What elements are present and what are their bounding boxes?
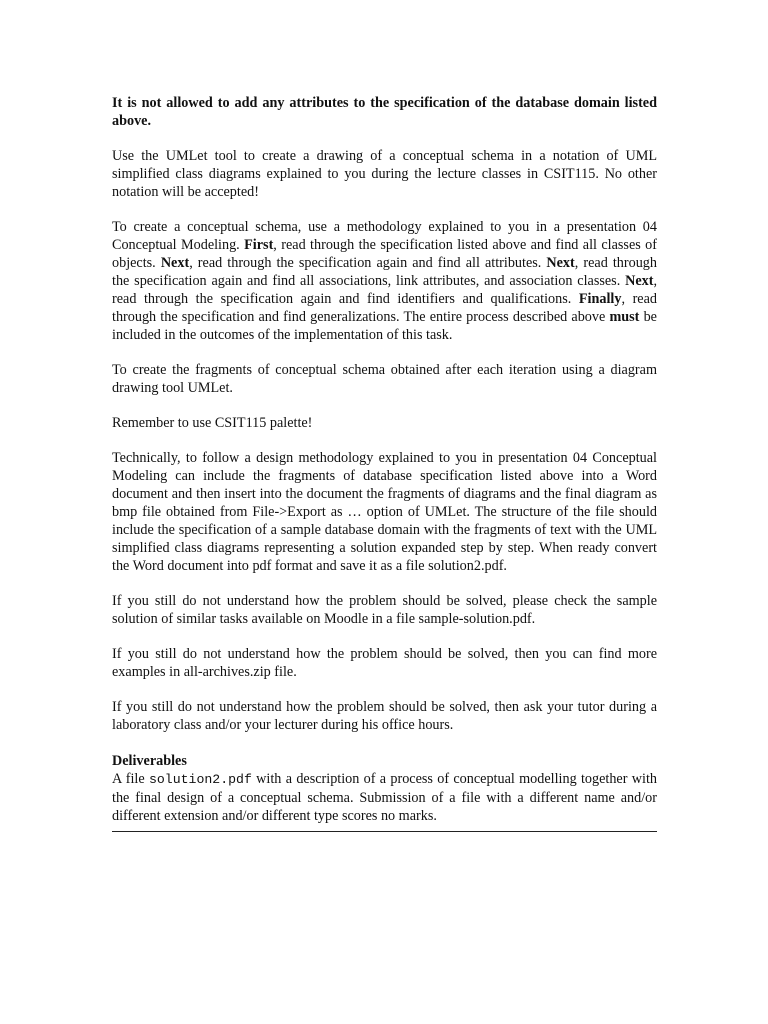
methodology-text-5: , read through the specification again and find identifiers and qualifications. bbox=[112, 273, 657, 307]
methodology-must: must bbox=[609, 309, 640, 325]
methodology-first: First bbox=[244, 237, 274, 253]
deliverables-filename: solution2.pdf bbox=[148, 772, 252, 787]
methodology-paragraph bbox=[112, 218, 657, 344]
document-page bbox=[112, 94, 657, 832]
methodology-text-1: To create a conceptual schema, use a methodology explained to you in a presentation 04 Conceptual Modeling. bbox=[112, 219, 657, 253]
methodology-finally: Finally bbox=[578, 291, 622, 307]
tutor-paragraph: If you still do not understand how the problem should be solved, then ask your tutor during a laboratory class and/or your lecturer during his office hours. bbox=[112, 699, 657, 733]
methodology-next-3: Next bbox=[625, 273, 654, 289]
attributes-warning-paragraph: It is not allowed to add any attributes to the specification of the database domain listed above. bbox=[112, 95, 657, 129]
fragments-paragraph: To create the fragments of conceptual schema obtained after each iteration using a diagram drawing tool UMLet. bbox=[112, 362, 657, 396]
deliverables-heading: Deliverables bbox=[112, 753, 187, 769]
methodology-next-1: Next bbox=[160, 255, 190, 271]
umlet-tool-paragraph: Use the UMLet tool to create a drawing of a conceptual schema in a notation of UML simplified class diagrams explained to you during the lecture classes in CSIT115. No other notation will be accepted! bbox=[112, 148, 657, 200]
deliverables-text-2: with a description of a process of conceptual modelling together with the final design of a conceptual schema. Submission of a file with a different name and/or different extension and/or different type scores no marks. bbox=[112, 771, 657, 824]
methodology-next-2: Next bbox=[546, 255, 575, 271]
deliverables-text-1: A file bbox=[112, 771, 149, 787]
deliverables-paragraph bbox=[112, 770, 657, 825]
palette-reminder-paragraph: Remember to use CSIT115 palette! bbox=[112, 415, 313, 431]
methodology-text-6: , read through the specification and find generalizations. The entire process described above bbox=[112, 291, 657, 325]
methodology-text-7: be included in the outcomes of the implementation of this task. bbox=[112, 309, 657, 343]
archives-paragraph: If you still do not understand how the problem should be solved, then you can find more examples in all-archives.zip file. bbox=[112, 646, 657, 680]
horizontal-rule bbox=[112, 831, 657, 832]
methodology-text-2: , read through the specification listed above and find all classes of objects. bbox=[112, 237, 657, 271]
methodology-text-4: , read through the specification again and find all associations, link attributes, and association classes. bbox=[112, 255, 657, 289]
technical-paragraph: Technically, to follow a design methodology explained to you in presentation 04 Conceptual Modeling can include the fragments of database specification listed above into a Word document and then insert into the document the fragments of diagrams and the final diagram as bmp file obtained from File->Export as … option of UMLet. The structure of the file should include the specification of a sample database domain with the fragments of text with the UML simplified class diagrams representing a solution expanded step by step. When ready convert the Word document into pdf format and save it as a file solution2.pdf. bbox=[112, 450, 657, 574]
methodology-text-3: , read through the specification again and find all attributes. bbox=[189, 255, 547, 271]
sample-solution-paragraph: If you still do not understand how the problem should be solved, please check the sample solution of similar tasks available on Moodle in a file sample-solution.pdf. bbox=[112, 593, 657, 627]
